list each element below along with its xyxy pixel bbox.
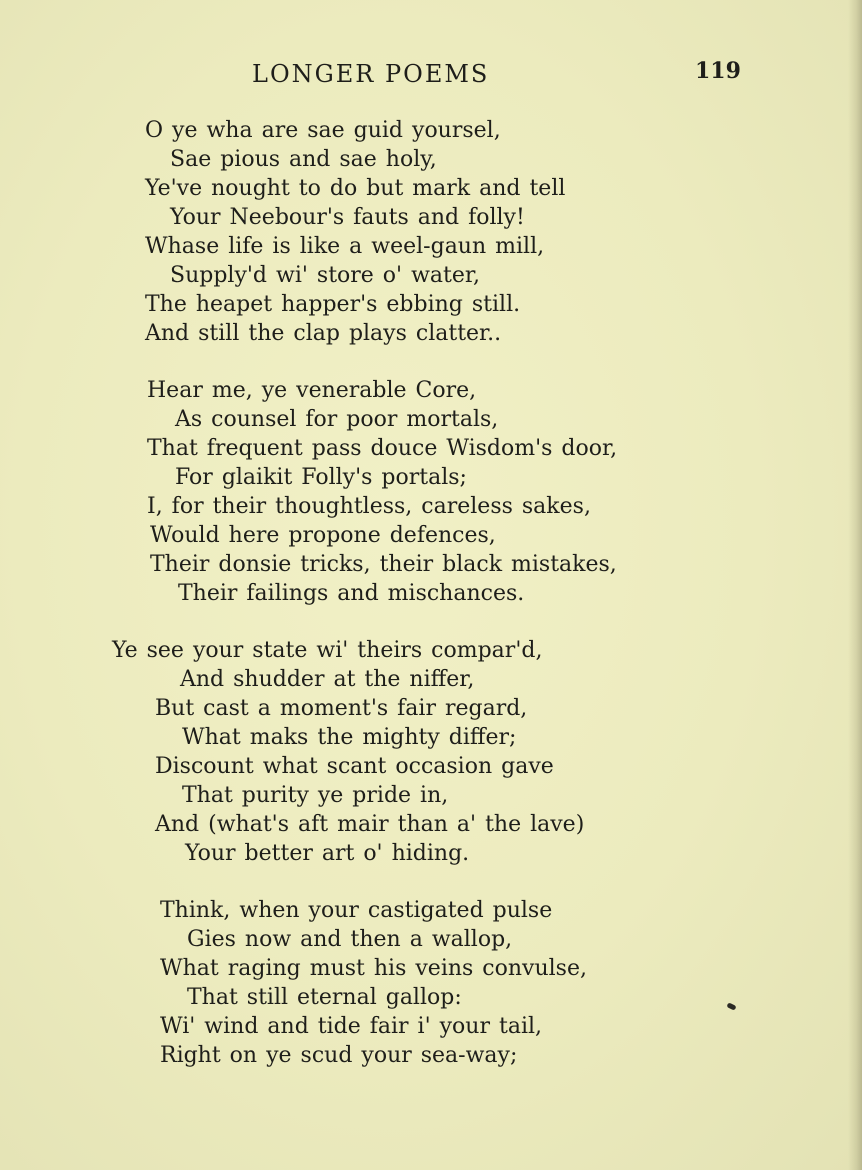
stanza xyxy=(0,896,617,1070)
poem-line: And shudder at the niffer, xyxy=(180,667,475,692)
poem-line: Think, when your castigated pulse xyxy=(160,898,553,923)
poem-line: But cast a moment's fair regard, xyxy=(155,696,528,721)
page-number: 119 xyxy=(695,58,741,84)
poem-line: For glaikit Folly's portals; xyxy=(175,465,467,490)
poem-line: Gies now and then a wallop, xyxy=(187,927,513,952)
poem-line: Would here propone defences, xyxy=(150,523,496,548)
poem-line: Wi' wind and tide fair i' your tail, xyxy=(160,1014,543,1039)
poem-line: Their failings and mischances. xyxy=(178,581,525,606)
running-head: LONGER POEMS xyxy=(252,60,490,88)
poem-line: That purity ye pride in, xyxy=(182,783,449,808)
poem-line: And (what's aft mair than a' the lave) xyxy=(155,812,585,837)
ink-speck xyxy=(726,1002,736,1010)
poem-line: That still eternal gallop: xyxy=(187,985,462,1010)
poem-line: Hear me, ye venerable Core, xyxy=(147,378,477,403)
stanza xyxy=(0,636,617,868)
poem-line: What raging must his veins convulse, xyxy=(160,956,587,981)
poem-line: Ye see your state wi' theirs compar'd, xyxy=(112,638,543,663)
page-edge-shadow xyxy=(848,0,862,1170)
poem-line: That frequent pass douce Wisdom's door, xyxy=(147,436,618,461)
poem-line: Their donsie tricks, their black mistakes, xyxy=(150,552,617,577)
poem-line: Supply'd wi' store o' water, xyxy=(170,263,480,288)
poem-line: Right on ye scud your sea-way; xyxy=(160,1043,518,1068)
poem-line: Discount what scant occasion gave xyxy=(155,754,554,779)
poem-line: O ye wha are sae guid yoursel, xyxy=(145,118,501,143)
poem-line: Ye've nought to do but mark and tell xyxy=(145,176,566,201)
poem-body xyxy=(0,116,617,1098)
stanza xyxy=(0,376,617,608)
poem-line: Whase life is like a weel-gaun mill, xyxy=(145,234,545,259)
poem-line: And still the clap plays clatter.. xyxy=(145,321,502,346)
poem-line: As counsel for poor mortals, xyxy=(175,407,499,432)
poem-line: Your Neebour's fauts and folly! xyxy=(170,205,525,230)
poem-line: Your better art o' hiding. xyxy=(185,841,470,866)
poem-line: What maks the mighty differ; xyxy=(182,725,517,750)
poem-line: The heapet happer's ebbing still. xyxy=(145,292,521,317)
stanza xyxy=(0,116,617,348)
poem-line: Sae pious and sae holy, xyxy=(170,147,437,172)
poem-line: I, for their thoughtless, careless sakes, xyxy=(147,494,591,519)
